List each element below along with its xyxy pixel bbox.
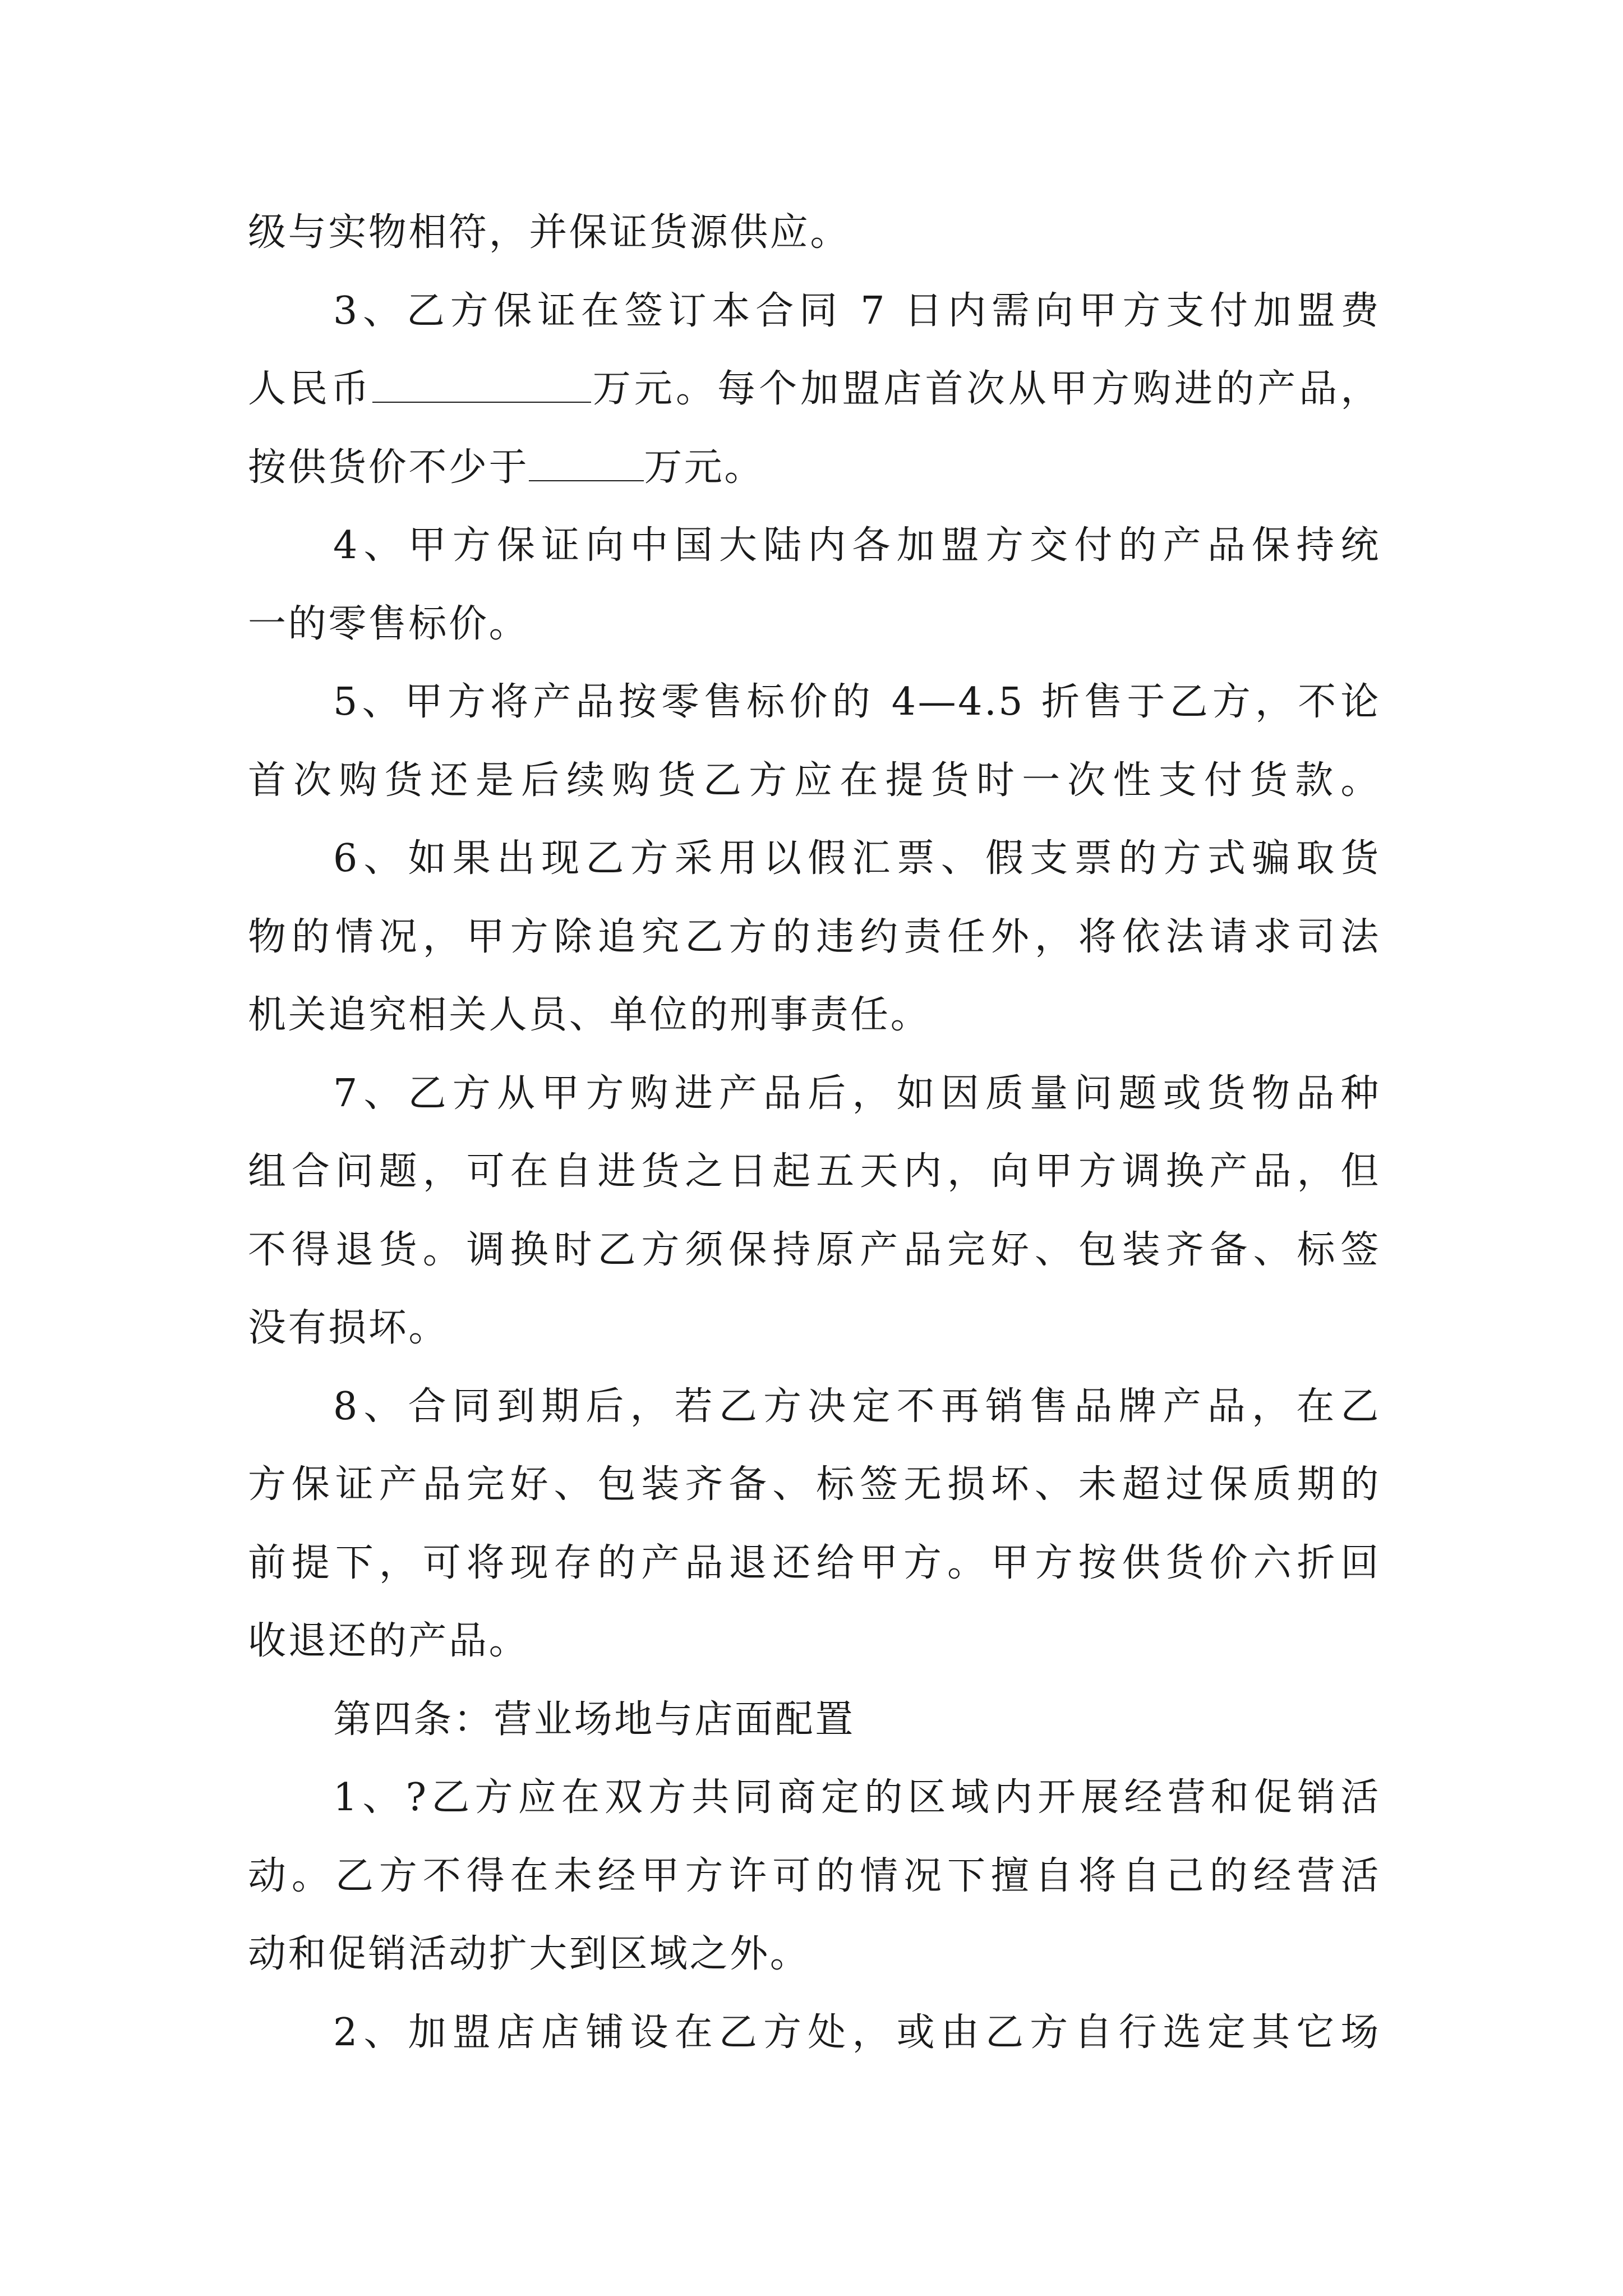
text-line: 没有损坏。 <box>248 1306 449 1350</box>
text-line: 一的零售标价。 <box>248 601 529 646</box>
text-line: 组合问题，可在自进货之日起五天内，向甲方调换产品，但 <box>248 1149 1381 1194</box>
minimum-suffix: 万元。 <box>644 445 765 490</box>
minimum-amount-blank <box>529 451 644 481</box>
clause-8-line: 8、合同到期后，若乙方决定不再销售品牌产品，在乙 <box>333 1384 1381 1429</box>
section-heading-article-4: 第四条：营业场地与店面配置 <box>333 1697 855 1742</box>
article-4-clause-2-line: 2、加盟店店铺设在乙方处，或由乙方自行选定其它场 <box>333 2010 1381 2055</box>
text-line: 级与实物相符，并保证货源供应。 <box>248 210 851 255</box>
text-line: 首次购货还是后续购货乙方应在提货时一次性支付货款。 <box>248 758 1381 803</box>
clause-5-line: 5、甲方将产品按零售标价的 4—4.5 折售于乙方，不论 <box>333 680 1381 724</box>
clause-4-line: 4、甲方保证向中国大陆内各加盟方交付的产品保持统 <box>333 523 1381 568</box>
clause-6-line: 6、如果出现乙方采用以假汇票、假支票的方式骗取货 <box>333 836 1381 881</box>
clause-7-line: 7、乙方从甲方购进产品后，如因质量问题或货物品种 <box>333 1071 1381 1116</box>
article-4-clause-1-line: 1、?乙方应在双方共同商定的区域内开展经营和促销活 <box>333 1775 1381 1820</box>
clause-3-line: 3、乙方保证在签订本合同 7 日内需向甲方支付加盟费 <box>333 288 1381 333</box>
text-line: 前提下，可将现存的产品退还给甲方。甲方按供货价六折回 <box>248 1540 1381 1585</box>
contract-body <box>248 194 1381 2072</box>
fee-suffix: 万元。每个加盟店首次从甲方购进的产品， <box>591 367 1381 411</box>
clause-3-fee-line <box>248 350 1381 429</box>
text-line: 方保证产品完好、包装齐备、标签无损坏、未超过保质期的 <box>248 1462 1381 1507</box>
fee-amount-blank <box>372 372 591 403</box>
text-line: 机关追究相关人员、单位的刑事责任。 <box>248 993 931 1037</box>
text-line: 物的情况，甲方除追究乙方的违约责任外，将依法请求司法 <box>248 914 1381 959</box>
minimum-prefix: 按供货价不少于 <box>248 445 529 490</box>
text-line: 动。乙方不得在未经甲方许可的情况下擅自将自己的经营活 <box>248 1853 1381 1898</box>
text-line: 收退还的产品。 <box>248 1619 529 1663</box>
text-line: 不得退货。调换时乙方须保持原产品完好、包装齐备、标签 <box>248 1227 1381 1272</box>
text-line: 动和促销活动扩大到区域之外。 <box>248 1932 810 1976</box>
clause-3-minimum-line <box>248 429 1381 507</box>
fee-prefix: 人民币 <box>248 367 373 411</box>
